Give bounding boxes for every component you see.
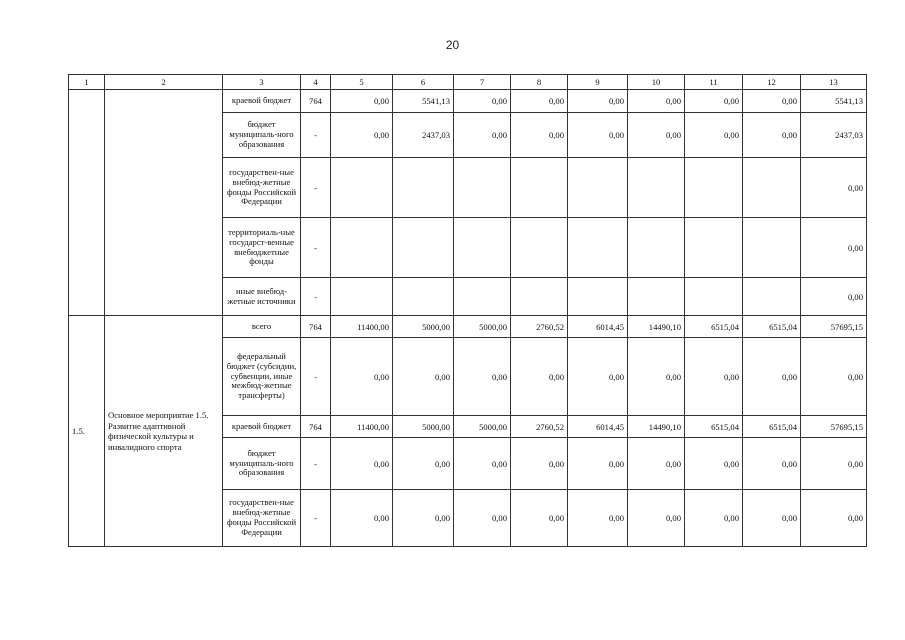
funding-source: всего <box>223 316 301 338</box>
value-cell: 0,00 <box>511 490 568 547</box>
code-cell: - <box>301 338 331 416</box>
funding-source: государствен-ные внебюд-жетные фонды Российской Федерации <box>223 158 301 218</box>
value-cell <box>685 218 743 278</box>
value-cell: 2760,52 <box>511 416 568 438</box>
value-cell <box>331 278 393 316</box>
code-cell: 764 <box>301 90 331 113</box>
value-cell: 0,00 <box>743 490 801 547</box>
value-cell <box>685 158 743 218</box>
value-cell <box>393 278 454 316</box>
value-cell: 0,00 <box>331 338 393 416</box>
value-cell: 57695,15 <box>801 316 867 338</box>
value-cell: 0,00 <box>331 438 393 490</box>
col-header: 9 <box>568 75 628 90</box>
value-cell <box>568 278 628 316</box>
value-cell: 0,00 <box>331 113 393 158</box>
value-cell <box>511 218 568 278</box>
value-cell: 0,00 <box>454 490 511 547</box>
value-cell: 6515,04 <box>685 316 743 338</box>
funding-source: краевой бюджет <box>223 416 301 438</box>
col-header: 5 <box>331 75 393 90</box>
funding-source: бюджет муниципаль-ного образования <box>223 113 301 158</box>
funding-source: территориаль-ные государст-венные внебюджетные фонды <box>223 218 301 278</box>
value-cell: 0,00 <box>454 90 511 113</box>
table-row <box>69 90 867 113</box>
value-cell <box>331 218 393 278</box>
value-cell: 0,00 <box>454 438 511 490</box>
value-cell: 0,00 <box>331 90 393 113</box>
value-cell: 5000,00 <box>454 316 511 338</box>
code-cell: 764 <box>301 316 331 338</box>
value-cell: 0,00 <box>511 113 568 158</box>
value-cell: 5000,00 <box>393 416 454 438</box>
col-header: 10 <box>628 75 685 90</box>
value-cell: 0,00 <box>801 218 867 278</box>
value-cell: 0,00 <box>685 438 743 490</box>
value-cell: 0,00 <box>568 438 628 490</box>
value-cell: 2437,03 <box>393 113 454 158</box>
funding-source: бюджет муниципаль-ного образования <box>223 438 301 490</box>
col-header: 11 <box>685 75 743 90</box>
value-cell: 6014,45 <box>568 316 628 338</box>
value-cell: 0,00 <box>743 338 801 416</box>
value-cell <box>454 158 511 218</box>
value-cell: 0,00 <box>568 490 628 547</box>
value-cell: 0,00 <box>743 113 801 158</box>
section-index: 1.5. <box>69 316 105 547</box>
value-cell <box>685 278 743 316</box>
col-header: 7 <box>454 75 511 90</box>
code-cell: - <box>301 218 331 278</box>
value-cell: 0,00 <box>511 438 568 490</box>
page-number: 20 <box>445 38 460 52</box>
value-cell <box>454 218 511 278</box>
funding-source: федеральный бюджет (субсидии, субвенции, иные межбюд-жетные трансферты) <box>223 338 301 416</box>
value-cell: 0,00 <box>801 158 867 218</box>
value-cell <box>511 158 568 218</box>
value-cell: 2437,03 <box>801 113 867 158</box>
value-cell: 57695,15 <box>801 416 867 438</box>
code-cell: - <box>301 490 331 547</box>
col-header: 1 <box>69 75 105 90</box>
value-cell <box>628 278 685 316</box>
col-header: 12 <box>743 75 801 90</box>
code-cell: - <box>301 278 331 316</box>
section-name: Основное мероприятие 1.5. Развитие адаптивной физической культуры и инвалидного спорта <box>105 316 223 547</box>
value-cell: 0,00 <box>511 90 568 113</box>
value-cell: 0,00 <box>743 90 801 113</box>
value-cell: 6515,04 <box>743 416 801 438</box>
value-cell <box>743 158 801 218</box>
value-cell <box>628 158 685 218</box>
value-cell: 5000,00 <box>393 316 454 338</box>
col-header: 2 <box>105 75 223 90</box>
code-cell: - <box>301 438 331 490</box>
value-cell <box>568 218 628 278</box>
value-cell <box>743 278 801 316</box>
col-header: 3 <box>223 75 301 90</box>
value-cell: 6014,45 <box>568 416 628 438</box>
value-cell: 0,00 <box>801 490 867 547</box>
value-cell: 14490,10 <box>628 416 685 438</box>
value-cell: 0,00 <box>454 113 511 158</box>
value-cell: 0,00 <box>685 338 743 416</box>
value-cell: 0,00 <box>568 90 628 113</box>
value-cell: 0,00 <box>628 490 685 547</box>
value-cell <box>743 218 801 278</box>
value-cell: 5541,13 <box>801 90 867 113</box>
col-header: 13 <box>801 75 867 90</box>
empty-index-cell <box>69 90 105 316</box>
value-cell: 0,00 <box>393 338 454 416</box>
code-cell: - <box>301 113 331 158</box>
value-cell <box>454 278 511 316</box>
value-cell: 14490,10 <box>628 316 685 338</box>
col-header: 8 <box>511 75 568 90</box>
col-header: 6 <box>393 75 454 90</box>
value-cell: 0,00 <box>685 490 743 547</box>
value-cell <box>331 158 393 218</box>
value-cell: 0,00 <box>628 113 685 158</box>
value-cell <box>393 158 454 218</box>
value-cell: 0,00 <box>393 438 454 490</box>
code-cell: 764 <box>301 416 331 438</box>
value-cell <box>393 218 454 278</box>
value-cell: 0,00 <box>685 90 743 113</box>
value-cell: 0,00 <box>393 490 454 547</box>
col-header: 4 <box>301 75 331 90</box>
funding-source: государствен-ные внебюд-жетные фонды Российской Федерации <box>223 490 301 547</box>
table-row <box>69 316 867 338</box>
empty-name-cell <box>105 90 223 316</box>
value-cell: 0,00 <box>801 338 867 416</box>
value-cell: 0,00 <box>568 113 628 158</box>
funding-source: краевой бюджет <box>223 90 301 113</box>
value-cell: 6515,04 <box>743 316 801 338</box>
value-cell: 0,00 <box>331 490 393 547</box>
value-cell: 5000,00 <box>454 416 511 438</box>
value-cell: 11400,00 <box>331 316 393 338</box>
value-cell: 2760,52 <box>511 316 568 338</box>
budget-table <box>68 74 867 547</box>
value-cell <box>568 158 628 218</box>
value-cell: 0,00 <box>801 278 867 316</box>
value-cell: 0,00 <box>454 338 511 416</box>
value-cell: 11400,00 <box>331 416 393 438</box>
column-number-row <box>69 75 867 90</box>
value-cell: 0,00 <box>685 113 743 158</box>
value-cell: 0,00 <box>743 438 801 490</box>
value-cell <box>628 218 685 278</box>
code-cell: - <box>301 158 331 218</box>
funding-source: иные внебюд-жетные источники <box>223 278 301 316</box>
value-cell: 6515,04 <box>685 416 743 438</box>
value-cell: 0,00 <box>511 338 568 416</box>
value-cell: 5541,13 <box>393 90 454 113</box>
value-cell <box>511 278 568 316</box>
value-cell: 0,00 <box>801 438 867 490</box>
value-cell: 0,00 <box>628 438 685 490</box>
value-cell: 0,00 <box>628 90 685 113</box>
value-cell: 0,00 <box>568 338 628 416</box>
value-cell: 0,00 <box>628 338 685 416</box>
